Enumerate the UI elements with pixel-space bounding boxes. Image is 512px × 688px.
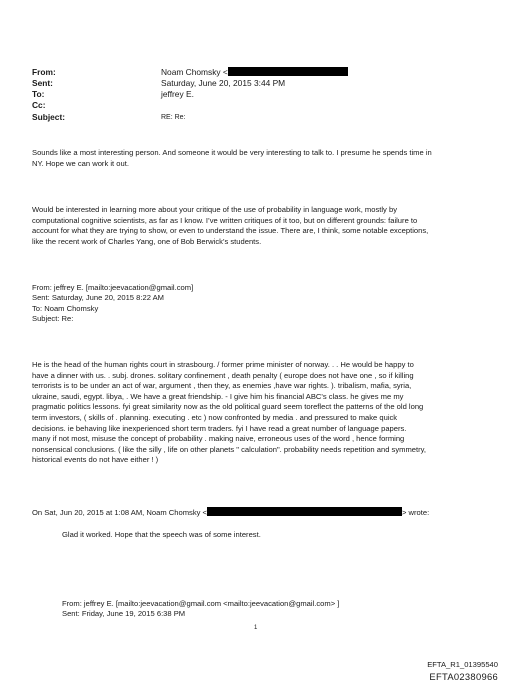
wrote-suffix: > wrote: [401, 508, 430, 517]
text-line: Sounds like a most interesting person. And someone it would be very interesting to talk to. I presume he spends time in [32, 148, 432, 157]
from-label: From: [32, 67, 56, 77]
quoted-from: From: jeffrey E. [mailto:jeevacation@gmail.com <mailto:jeevacation@gmail.com> ] [62, 599, 340, 608]
text-line: decisions. ie behaving like inexperienced short term traders. fyi I have read a great number of language papers. [32, 423, 407, 433]
quoted-sent: Sent: Saturday, June 20, 2015 8:22 AM [32, 293, 164, 303]
text-line: term investors, ( skills of . planning. executing . etc ) now confronted by media . and pressured to make quick [32, 412, 398, 422]
text-line: He is the head of the human rights court in strasbourg. / former prime minister of norway. . . He would be happy to [32, 360, 414, 369]
subject-value: RE: Re: [161, 114, 186, 121]
text-line: historical events do not have either ! ) [32, 455, 159, 465]
text-line: computational cognitive scientists, as far as I know. I’ve written critiques of it too, but on different grounds: failure to [32, 215, 418, 225]
quoted-subject: Subject: Re: [32, 314, 74, 324]
quoted-sent: Sent: Friday, June 19, 2015 6:38 PM [62, 609, 186, 619]
text-line: like the recent work of Charles Yang, one of Bob Berwick’s students. [32, 236, 262, 246]
text-line: NY. Hope we can work it out. [32, 158, 129, 168]
text-line: many if not most, misuse the concept of probability . making naive, erroneous uses of the word , hence forming [32, 434, 405, 444]
body-paragraph-2 [32, 205, 494, 247]
bates-stamp-2: EFTA02380966 [429, 671, 498, 682]
from-name: Noam Chomsky < [161, 67, 228, 77]
wrote-line [32, 507, 502, 518]
text-line: pragmatic politics lessons. fyi great similarity now as the old political guard seem toreflect the patterns of the old long [32, 402, 424, 412]
text-line: terrorists is to be under an act of war, argument , then they, as enemies ,have war rights. ). tribalism, mafia, syria, [32, 381, 412, 391]
quoted-body [32, 360, 494, 466]
text-line: have a dinner with us. . subj. drones. solitary confinement , death penalty ( europe does not have one , so if killing [32, 370, 414, 380]
redaction-bar [228, 67, 348, 76]
quoted-from: From: jeffrey E. [mailto:jeevacation@gmail.com] [32, 283, 194, 292]
sent-value: Saturday, June 20, 2015 3:44 PM [161, 78, 286, 88]
page-number: 1 [254, 625, 258, 631]
redaction-bar [207, 507, 402, 516]
text-line: nonsensical conclusions. ( like the silly , life on other planets " calculation". probability needs repetition and symmetry, [32, 444, 426, 454]
text-line: ukraine, saudi, egypt. libya, . We have a great friendship. - I give him his financial ABC's class. he gives me my [32, 391, 404, 401]
bates-stamp-1: EFTA_R1_01395540 [427, 660, 498, 669]
quoted-to: To: Noam Chomsky [32, 303, 99, 313]
quoted-header-1 [32, 283, 193, 325]
text-line: account for what they are trying to show, or even to understand the issue. There are, I think, some notable exceptions, [32, 226, 429, 236]
body-paragraph-1 [32, 148, 494, 169]
cc-label: Cc: [32, 100, 46, 110]
sent-label: Sent: [32, 78, 53, 88]
text-line: Would be interested in learning more about your critique of the use of probability in language work, mostly by [32, 205, 397, 214]
subject-label: Subject: [32, 112, 66, 122]
to-value: jeffrey E. [161, 89, 194, 99]
wrote-prefix: On Sat, Jun 20, 2015 at 1:08 AM, Noam Chomsky < [32, 508, 207, 517]
from-value [161, 67, 348, 78]
reply-text: Glad it worked. Hope that the speech was of some interest. [62, 530, 261, 539]
to-label: To: [32, 89, 45, 99]
quoted-header-2 [62, 599, 339, 620]
